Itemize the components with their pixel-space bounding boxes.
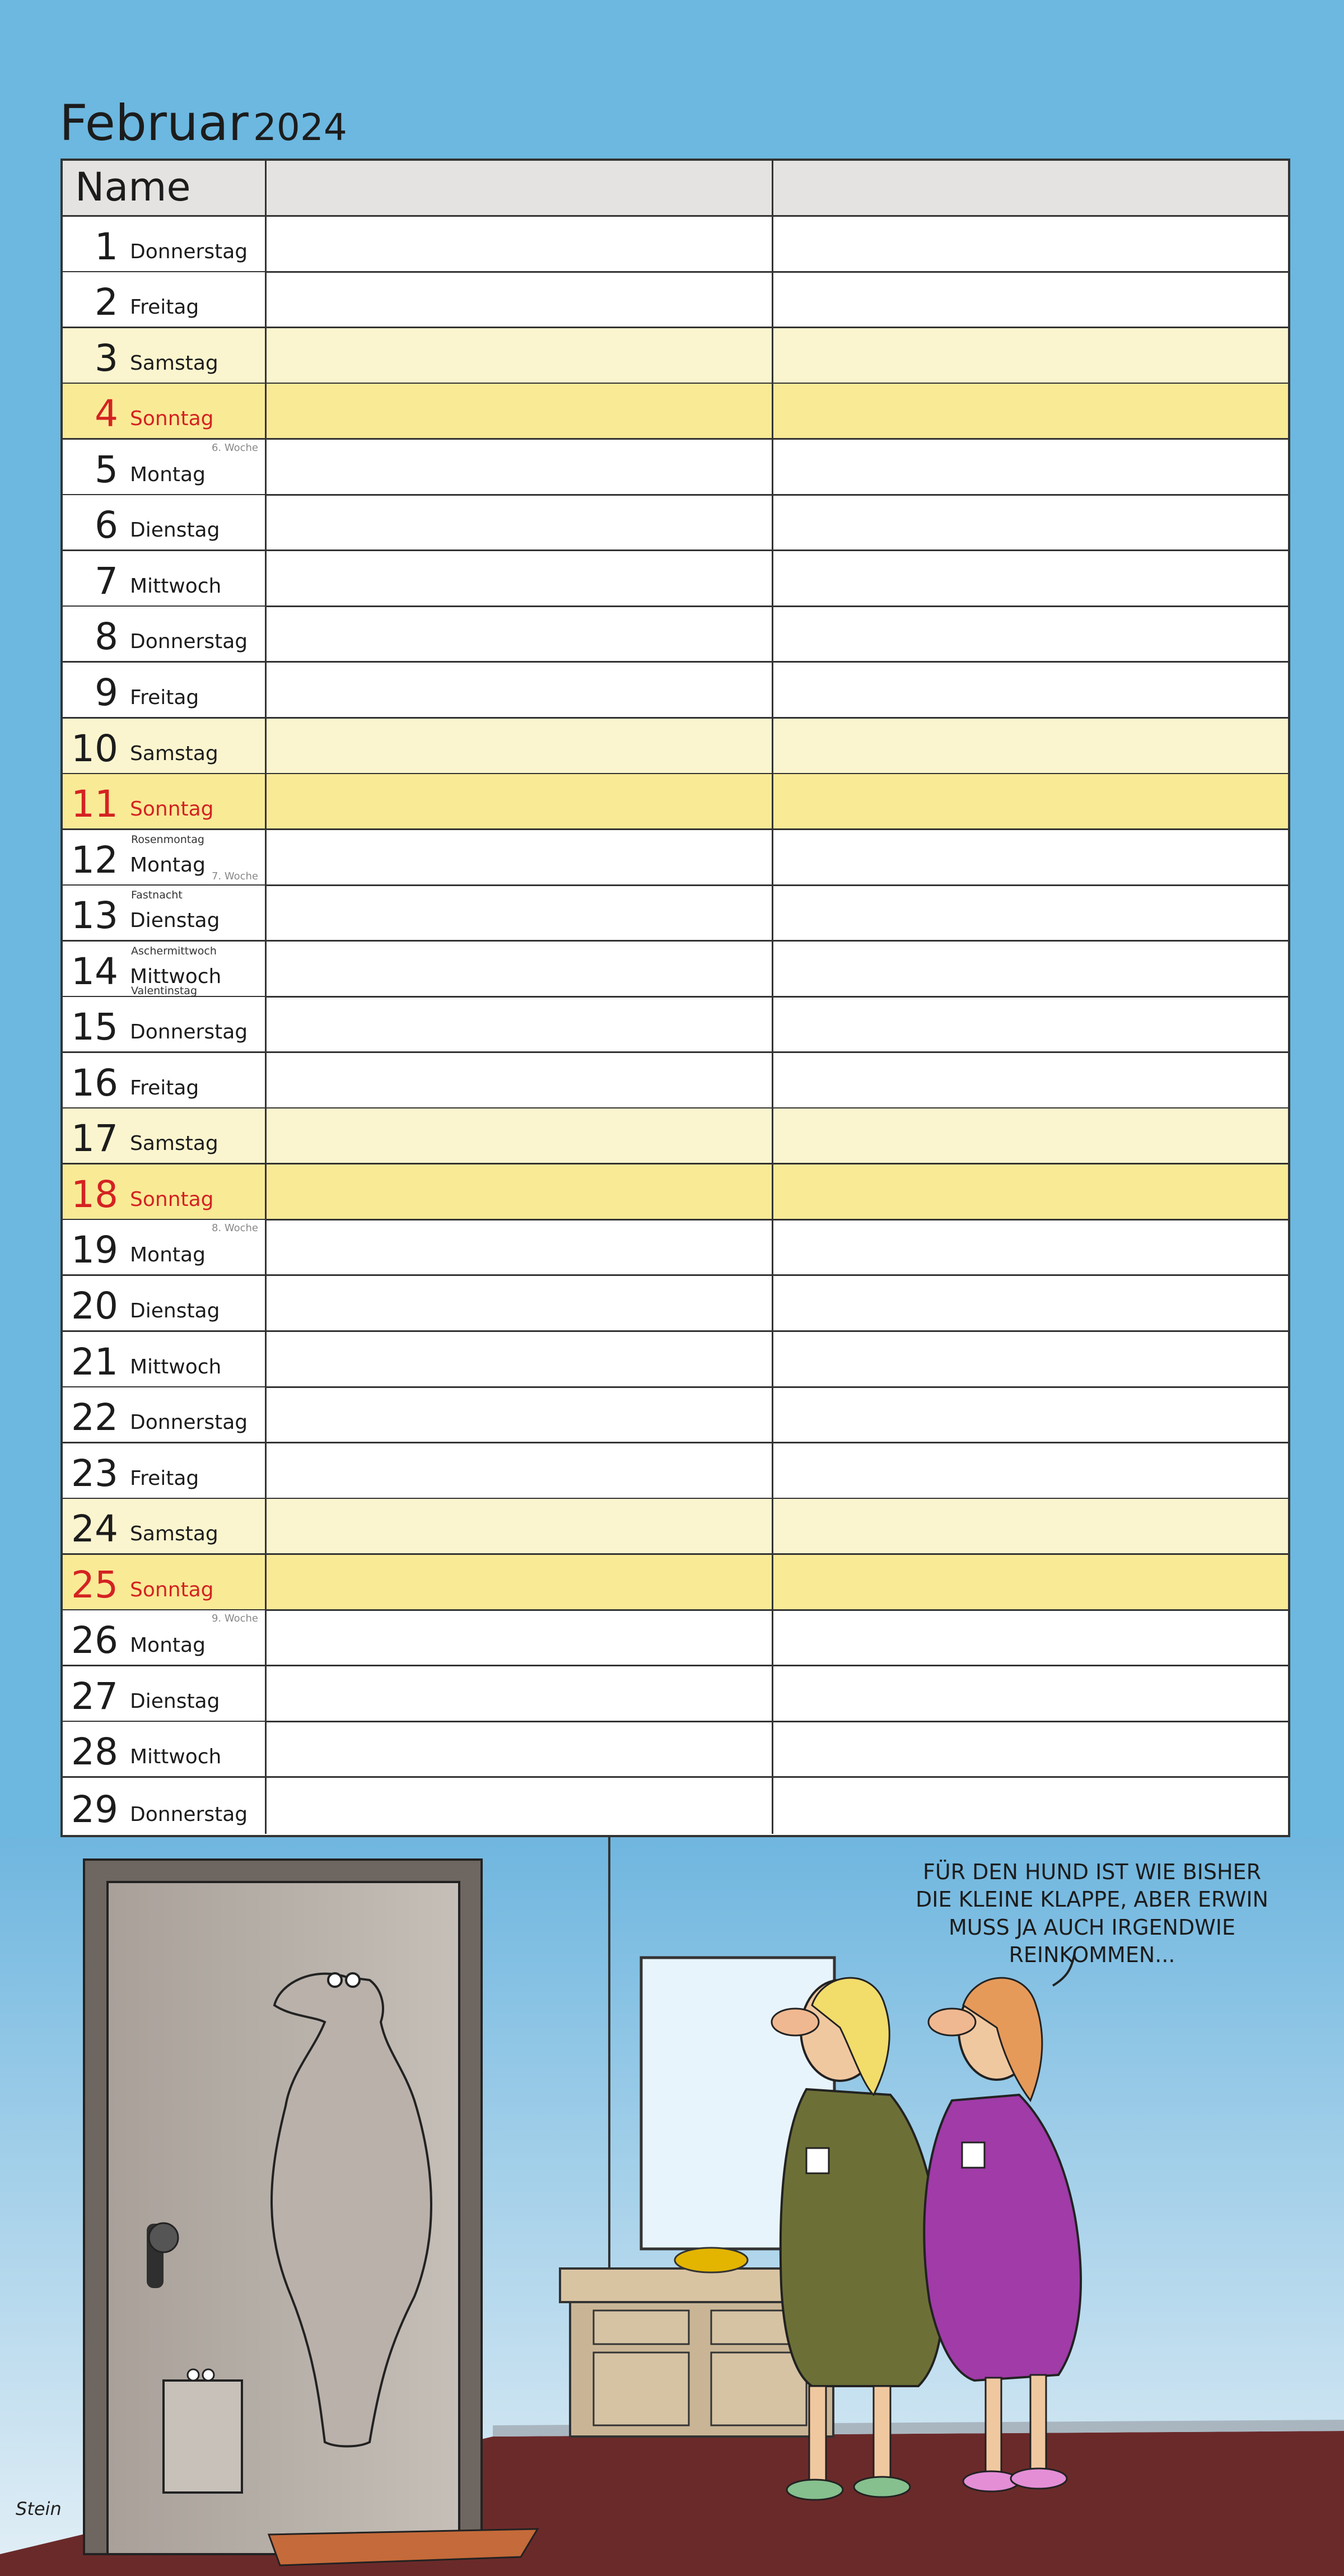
day-row[interactable] bbox=[63, 551, 1288, 607]
day-label-cell bbox=[63, 663, 267, 717]
day-label-cell bbox=[63, 1443, 267, 1498]
column-separator bbox=[772, 272, 773, 327]
dresser-drawer-left bbox=[594, 2311, 689, 2344]
column-separator bbox=[772, 328, 773, 383]
day-row[interactable] bbox=[63, 328, 1288, 384]
day-name: Dienstag bbox=[130, 909, 220, 933]
column-separator bbox=[772, 1220, 773, 1274]
day-label-cell bbox=[63, 440, 267, 494]
day-row[interactable] bbox=[63, 1332, 1288, 1388]
column-separator bbox=[772, 607, 773, 661]
day-name: Dienstag bbox=[130, 1299, 220, 1322]
day-label-cell bbox=[63, 1164, 267, 1219]
day-number: 29 bbox=[71, 1787, 118, 1831]
day-row[interactable] bbox=[63, 1276, 1288, 1332]
day-name: Freitag bbox=[130, 296, 199, 319]
caption-line: FÜR DEN HUND IST WIE BISHER bbox=[923, 1860, 1261, 1884]
caption-line: REINKOMMEN... bbox=[1009, 1943, 1175, 1968]
day-number: 23 bbox=[71, 1451, 118, 1495]
day-number: 12 bbox=[71, 838, 118, 882]
cartoon-caption bbox=[896, 1858, 1288, 1969]
day-label-cell bbox=[63, 1555, 267, 1609]
dog-eye-left bbox=[188, 2369, 199, 2381]
caption-line: MUSS JA AUCH IRGENDWIE bbox=[948, 1914, 1236, 1940]
day-number: 7 bbox=[95, 559, 118, 603]
day-number: 5 bbox=[95, 448, 118, 491]
day-label-cell bbox=[63, 1332, 267, 1386]
day-label-cell bbox=[63, 1108, 267, 1163]
holiday-note: Rosenmontag bbox=[131, 833, 204, 846]
column-separator bbox=[772, 1722, 773, 1776]
day-number: 15 bbox=[71, 1005, 118, 1049]
day-row[interactable] bbox=[63, 1722, 1288, 1778]
column-separator bbox=[772, 384, 773, 438]
day-number: 19 bbox=[71, 1228, 118, 1272]
day-row[interactable] bbox=[63, 1387, 1288, 1443]
week-number: 7. Woche bbox=[211, 870, 258, 882]
day-number: 2 bbox=[95, 281, 118, 324]
caption-line: DIE KLEINE KLAPPE, ABER ERWIN bbox=[916, 1887, 1268, 1912]
day-label-cell bbox=[63, 719, 267, 773]
column-separator bbox=[772, 774, 773, 828]
day-number: 3 bbox=[95, 336, 118, 380]
day-row[interactable] bbox=[63, 1164, 1288, 1221]
day-number: 4 bbox=[95, 392, 118, 436]
day-name: Samstag bbox=[130, 1132, 218, 1156]
day-number: 14 bbox=[71, 949, 118, 993]
day-label-cell bbox=[63, 830, 267, 884]
column-separator bbox=[772, 942, 773, 996]
dresser-door-right bbox=[711, 2353, 806, 2425]
week-number: 8. Woche bbox=[211, 1222, 258, 1235]
calendar-title bbox=[59, 94, 347, 152]
holiday-note: Fastnacht bbox=[131, 889, 183, 902]
day-name: Donnerstag bbox=[130, 630, 248, 654]
artist-signature: Stein bbox=[16, 2498, 62, 2519]
day-row[interactable] bbox=[63, 1220, 1288, 1276]
week-number: 9. Woche bbox=[211, 1613, 258, 1625]
day-label-cell bbox=[63, 607, 267, 661]
day-row[interactable] bbox=[63, 663, 1288, 719]
column-separator bbox=[772, 886, 773, 940]
column-separator bbox=[772, 1666, 773, 1721]
day-label-cell bbox=[63, 942, 267, 996]
day-label-cell bbox=[63, 1722, 267, 1776]
day-name: Montag bbox=[130, 463, 206, 486]
dog-flap bbox=[164, 2381, 242, 2493]
day-name: Sonntag bbox=[130, 1187, 214, 1211]
day-name: Dienstag bbox=[130, 519, 220, 542]
day-row[interactable] bbox=[63, 1108, 1288, 1164]
day-label-cell bbox=[63, 384, 267, 438]
column-separator bbox=[772, 1108, 773, 1163]
column-separator bbox=[772, 1499, 773, 1553]
day-row[interactable] bbox=[63, 886, 1288, 942]
day-name: Freitag bbox=[130, 686, 199, 709]
dog-eye-right bbox=[203, 2369, 214, 2381]
column-separator bbox=[772, 1053, 773, 1107]
erwin-eye-left bbox=[328, 1973, 342, 1987]
column-separator bbox=[772, 997, 773, 1051]
holiday-note: Aschermittwoch bbox=[131, 944, 217, 957]
day-row[interactable] bbox=[63, 942, 1288, 998]
day-row[interactable] bbox=[63, 1053, 1288, 1109]
day-name: Mittwoch bbox=[130, 574, 222, 598]
day-row[interactable] bbox=[63, 1499, 1288, 1555]
day-row[interactable] bbox=[63, 495, 1288, 551]
day-name: Samstag bbox=[130, 742, 218, 765]
day-label-cell bbox=[63, 1387, 267, 1442]
dresser-door-left bbox=[594, 2353, 689, 2425]
day-number: 25 bbox=[71, 1563, 118, 1606]
column-separator bbox=[772, 1610, 773, 1665]
column-separator bbox=[772, 440, 773, 494]
day-number: 11 bbox=[71, 782, 118, 826]
day-label-cell bbox=[63, 328, 267, 383]
day-label-cell bbox=[63, 1499, 267, 1553]
day-name: Donnerstag bbox=[130, 1021, 248, 1044]
day-number: 10 bbox=[71, 726, 118, 770]
day-number: 28 bbox=[71, 1730, 118, 1774]
day-name: Mittwoch bbox=[130, 965, 222, 988]
day-row[interactable] bbox=[63, 1666, 1288, 1722]
column-separator bbox=[772, 1443, 773, 1498]
column-separator bbox=[772, 1164, 773, 1219]
column-separator bbox=[772, 1778, 773, 1834]
day-row[interactable] bbox=[63, 217, 1288, 273]
day-label-cell bbox=[63, 1778, 267, 1834]
day-number: 16 bbox=[71, 1061, 118, 1105]
header-row bbox=[63, 161, 1288, 217]
day-number: 27 bbox=[71, 1674, 118, 1718]
day-name: Mittwoch bbox=[130, 1355, 222, 1378]
day-name: Donnerstag bbox=[130, 1802, 248, 1826]
day-name: Freitag bbox=[130, 1466, 199, 1490]
year-label: 2024 bbox=[253, 106, 347, 149]
day-row[interactable] bbox=[63, 830, 1288, 886]
day-name: Montag bbox=[130, 1243, 206, 1267]
day-name: Mittwoch bbox=[130, 1745, 222, 1769]
erwin-eye-right bbox=[346, 1973, 360, 1987]
day-number: 18 bbox=[71, 1172, 118, 1216]
name-column-header: Name bbox=[75, 164, 191, 210]
bowl bbox=[675, 2248, 748, 2272]
day-row[interactable] bbox=[63, 1778, 1288, 1834]
day-row[interactable] bbox=[63, 719, 1288, 775]
door-knob bbox=[149, 2223, 178, 2252]
day-row[interactable] bbox=[63, 440, 1288, 496]
day-label-cell bbox=[63, 495, 267, 549]
column-separator bbox=[772, 1555, 773, 1609]
day-name: Samstag bbox=[130, 1522, 218, 1546]
day-name: Dienstag bbox=[130, 1689, 220, 1713]
column-separator bbox=[772, 1332, 773, 1386]
day-number: 8 bbox=[95, 615, 118, 659]
column-separator bbox=[772, 663, 773, 717]
day-number: 26 bbox=[71, 1619, 118, 1662]
day-label-cell bbox=[63, 774, 267, 828]
month-label: Februar bbox=[59, 94, 249, 152]
day-number: 22 bbox=[71, 1396, 118, 1440]
day-number: 20 bbox=[71, 1284, 118, 1327]
day-number: 1 bbox=[95, 225, 118, 268]
day-label-cell bbox=[63, 1610, 267, 1665]
week-number: 6. Woche bbox=[211, 441, 258, 454]
day-row[interactable] bbox=[63, 1555, 1288, 1611]
day-label-cell bbox=[63, 1276, 267, 1330]
column-separator bbox=[772, 1276, 773, 1330]
day-label-cell bbox=[63, 272, 267, 327]
column-separator bbox=[772, 161, 773, 215]
day-label-cell bbox=[63, 997, 267, 1051]
column-separator bbox=[772, 495, 773, 549]
day-label-cell bbox=[63, 217, 267, 271]
day-number: 21 bbox=[71, 1340, 118, 1384]
column-separator bbox=[772, 551, 773, 605]
day-row[interactable] bbox=[63, 1610, 1288, 1666]
holiday-note-secondary: Valentinstag bbox=[131, 984, 197, 997]
day-name: Montag bbox=[130, 853, 206, 877]
column-separator bbox=[772, 830, 773, 884]
day-name: Montag bbox=[130, 1634, 206, 1657]
column-separator bbox=[772, 217, 773, 271]
day-name: Sonntag bbox=[130, 798, 214, 821]
day-name: Sonntag bbox=[130, 407, 214, 431]
day-label-cell bbox=[63, 1666, 267, 1721]
day-name: Donnerstag bbox=[130, 240, 248, 263]
day-row[interactable] bbox=[63, 774, 1288, 830]
day-name: Sonntag bbox=[130, 1578, 214, 1601]
day-row[interactable] bbox=[63, 607, 1288, 663]
day-row[interactable] bbox=[63, 1443, 1288, 1499]
day-row[interactable] bbox=[63, 997, 1288, 1053]
day-row[interactable] bbox=[63, 272, 1288, 328]
day-number: 17 bbox=[71, 1117, 118, 1161]
day-label-cell bbox=[63, 1053, 267, 1107]
day-number: 9 bbox=[95, 670, 118, 714]
day-number: 13 bbox=[71, 894, 118, 938]
day-label-cell bbox=[63, 886, 267, 940]
day-name: Samstag bbox=[130, 351, 218, 375]
day-number: 24 bbox=[71, 1507, 118, 1551]
day-name: Donnerstag bbox=[130, 1411, 248, 1434]
day-label-cell bbox=[63, 1220, 267, 1274]
day-name: Freitag bbox=[130, 1076, 199, 1100]
calendar-grid bbox=[60, 159, 1290, 1837]
column-separator bbox=[772, 719, 773, 773]
header-name-cell bbox=[63, 161, 267, 215]
day-label-cell bbox=[63, 551, 267, 605]
day-row[interactable] bbox=[63, 384, 1288, 440]
day-number: 6 bbox=[95, 504, 118, 547]
column-separator bbox=[772, 1387, 773, 1442]
